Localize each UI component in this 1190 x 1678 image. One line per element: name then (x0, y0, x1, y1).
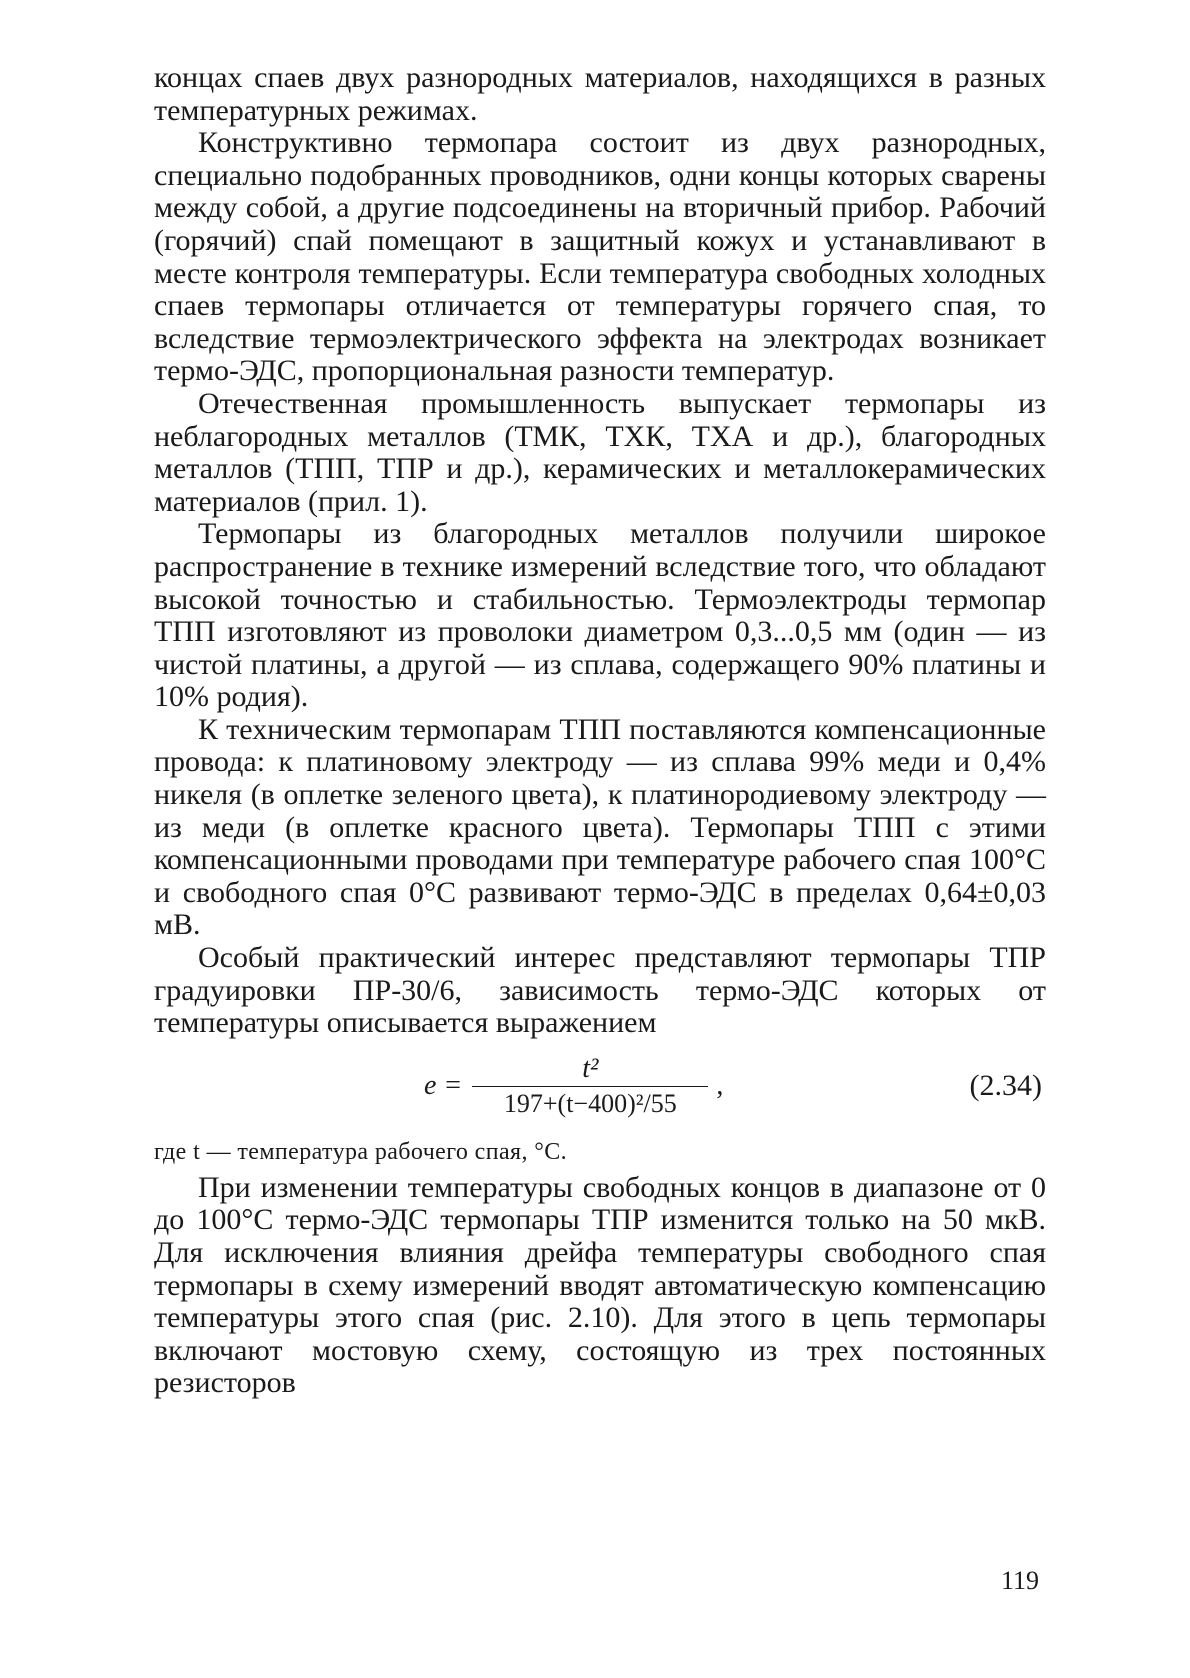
formula-expression (424, 1054, 723, 1119)
page-body (154, 62, 1046, 1400)
formula-numerator: t² (582, 1052, 599, 1084)
paragraph-4: Термопары из благородных металлов получили широкое распространение в технике измерений вследствие того, что обладают высокой точностью и стабильностью. Термоэлектроды термопар ТПП изготовляют из проволоки диаметром 0,3...0,5 мм (один — из чистой платины, а другой — из сплава, содержащего 90% платины и 10% родия). (154, 517, 1046, 714)
paragraph-3: Отечественная промышленность выпускает термопары из неблагородных металлов (ТМК, ТХК, ТХА и др.), благородных металлов (ТПП, ТПР и др.), керамических и металлокерамических материалов (прил. 1). (154, 386, 1046, 518)
paragraph-5: К техническим термопарам ТПП поставляются компенсационные провода: к платиновому электроду — из сплава 99% меди и 0,4% никеля (в оплетке зеленого цвета), к платинородиевому электроду — из меди (в оплетке красного цвета). Термопары ТПП с этими компенсационными проводами при температуре рабочего спая 100°С и свободного спая 0°С развивают термо-ЭДС в пределах 0,64±0,03 мВ. (154, 712, 1046, 942)
paragraph-2: Конструктивно термопара состоит из двух разнородных, специально подобранных проводников, одни концы которых сварены между собой, а другие подсоединены на вторичный прибор. Рабочий (горячий) спай помещают в защитный кожух и устанавливают в месте контроля температуры. Если температура свободных холодных спаев термопары отличается от температуры горячего спая, то вследствие термоэлектрического эффекта на электродах возникает термо-ЭДС, пропорциональная разности температур. (154, 126, 1046, 388)
equation-number: (2.34) (969, 1068, 1042, 1102)
formula-comma: , (716, 1070, 724, 1102)
formula-block (154, 1042, 1046, 1136)
formula-lhs: e = (424, 1070, 463, 1102)
paragraph-7: При изменении температуры свободных концов в диапазоне от 0 до 100°С термо-ЭДС термопары ТПР изменится только на 50 мкВ. Для исключения влияния дрейфа температуры свободного спая термопары в схему измерений вводят автоматическую компенсацию температуры этого спая (рис. 2.10). Для этого в цепь термопары включают мостовую схему, состоящую из трех постоянных резисторов (154, 1170, 1046, 1400)
formula-fraction (472, 1054, 708, 1119)
page-number: 119 (1001, 1566, 1040, 1595)
formula-denominator: 197+(t−400)²/55 (503, 1088, 677, 1118)
paragraph-6: Особый практический интерес представляют термопары ТПР градуировки ПР-30/6, зависимость термо-ЭДС которых от температуры описывается выражением (154, 941, 1046, 1040)
paragraph-1: концах спаев двух разнородных материалов, находящихся в разных температурных режимах. (154, 61, 1046, 127)
formula-where-note: где t — температура рабочего спая, °С. (154, 1138, 568, 1165)
